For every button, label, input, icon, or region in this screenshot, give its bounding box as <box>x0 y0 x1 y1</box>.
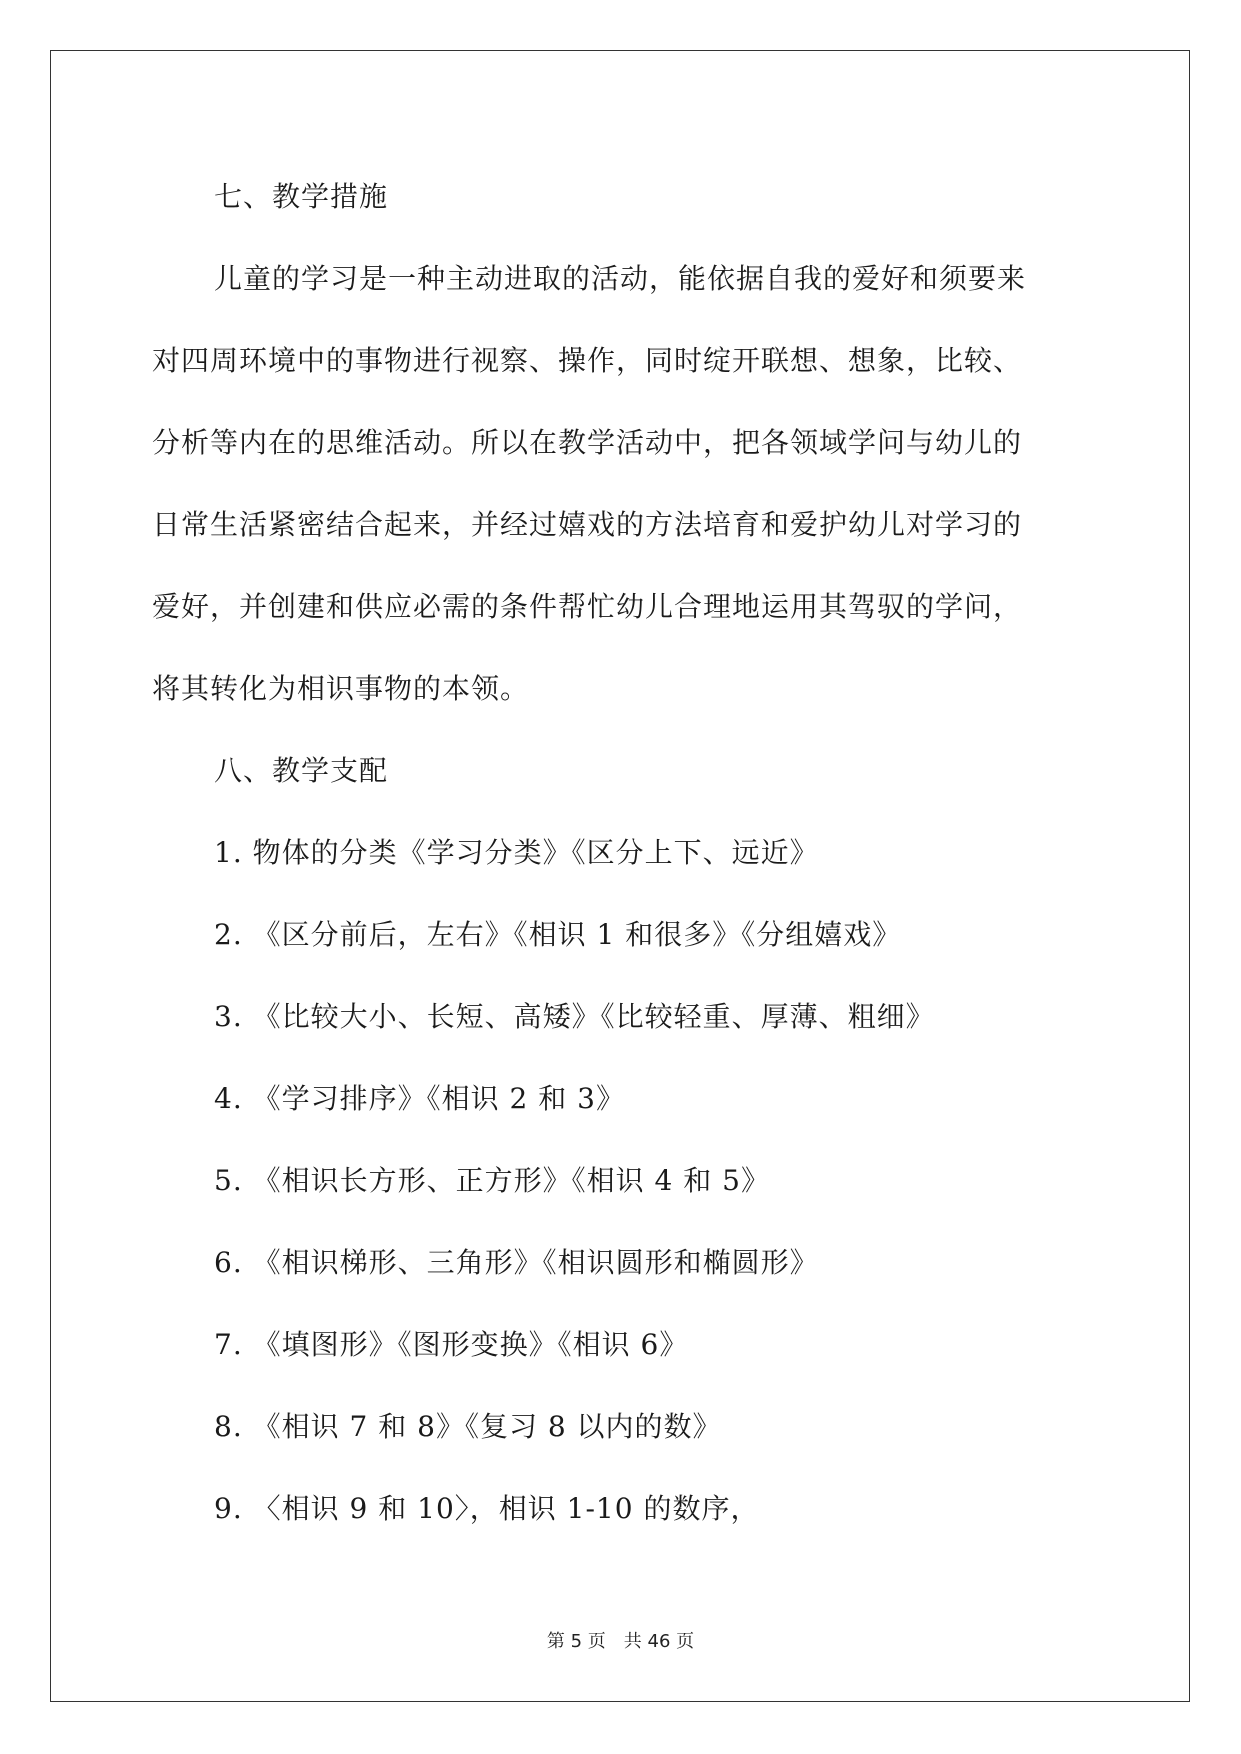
schedule-item: 9. 〈相识 9 和 10〉，相识 1-10 的数序， <box>214 1492 760 1525</box>
paragraph-line: 分析等内在的思维活动。所以在教学活动中，把各领域学问与幼儿的 <box>152 426 1023 459</box>
paragraph-line: 儿童的学习是一种主动进取的活动，能依据自我的爱好和须要来 <box>214 262 1027 295</box>
paragraph-line: 日常生活紧密结合起来，并经过嬉戏的方法培育和爱护幼儿对学习的 <box>152 508 1023 541</box>
schedule-item: 3. 《比较大小、长短、高矮》《比较轻重、厚薄、粗细》 <box>214 1000 935 1033</box>
schedule-item: 1. 物体的分类《学习分类》《区分上下、远近》 <box>214 836 819 869</box>
schedule-item: 5. 《相识长方形、正方形》《相识 4 和 5》 <box>214 1164 770 1197</box>
schedule-item: 6. 《相识梯形、三角形》《相识圆形和椭圆形》 <box>214 1246 819 1279</box>
section-heading: 八、教学支配 <box>214 754 389 787</box>
document-body <box>152 156 1087 1550</box>
paragraph-line: 将其转化为相识事物的本领。 <box>152 672 530 705</box>
schedule-item: 4. 《学习排序》《相识 2 和 3》 <box>214 1082 625 1115</box>
paragraph-line: 对四周环境中的事物进行视察、操作，同时绽开联想、想象，比较、 <box>152 344 1023 377</box>
schedule-item: 7. 《填图形》《图形变换》《相识 6》 <box>214 1328 689 1361</box>
section-heading: 七、教学措施 <box>214 180 389 213</box>
schedule-item: 8. 《相识 7 和 8》《复习 8 以内的数》 <box>214 1410 722 1443</box>
paragraph-line: 爱好，并创建和供应必需的条件帮忙幼儿合理地运用其驾驭的学问， <box>152 590 1023 623</box>
schedule-item: 2. 《区分前后，左右》《相识 1 和很多》《分组嬉戏》 <box>214 918 902 951</box>
page-footer: 第 5 页 共 46 页 <box>546 1631 695 1652</box>
